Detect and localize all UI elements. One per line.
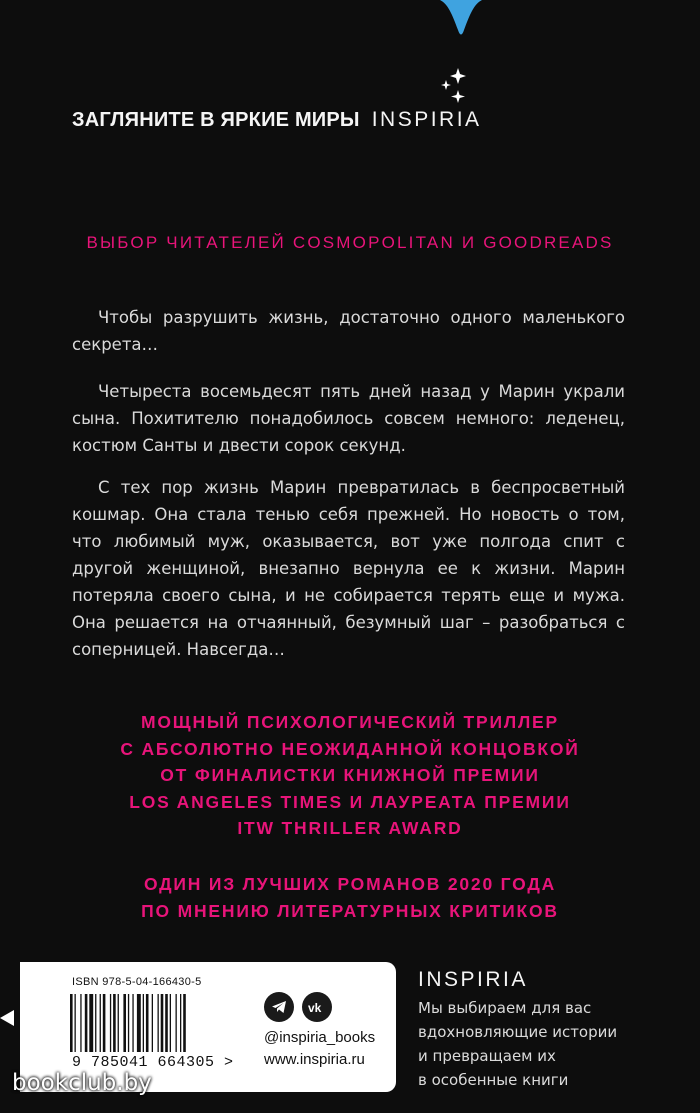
description-paragraph-1 — [72, 304, 625, 358]
header — [72, 108, 632, 138]
blue-notch — [440, 0, 482, 40]
footer-tagline — [418, 996, 658, 1092]
watermark: bookclub.by — [12, 1070, 152, 1096]
promo-line: С АБСОЛЮТНО НЕОЖИДАННОЙ КОНЦОВКОЙ — [120, 738, 580, 759]
footer-brand: INSPIRIA — [418, 968, 528, 991]
paragraph-text: С тех пор жизнь Марин превратилась в беспросветный кошмар. Она стала тенью себя прежней. Но новость о том, что любимый муж, оказывается, вот уже полгода спит с другой женщиной, внезапно вернула ее к жизни. Марин потеряла своего сына, и не собирается терять еще и мужа. Она решается на отчаянный, безумный шаг – разобраться с соперницей. Навсегда… — [72, 478, 625, 659]
telegram-icon[interactable] — [264, 992, 294, 1022]
tagline-line: вдохновляющие истории — [418, 1023, 618, 1041]
website-link[interactable]: www.inspiria.ru — [264, 1051, 365, 1068]
promo-line: ITW THRILLER AWARD — [237, 818, 463, 838]
social-handle[interactable]: @inspiria_books — [264, 1029, 376, 1046]
card-pointer — [0, 1010, 14, 1026]
sparkle-icon — [438, 66, 472, 106]
isbn-label: ISBN 978-5-04-166430-5 — [72, 976, 202, 988]
paragraph-text: Четыреста восемьдесят пять дней назад у Марин украли сына. Похитителю понадобилось совсем немного: леденец, костюм Санты и двести сорок секунд. — [72, 382, 625, 455]
promo-line: ОДИН ИЗ ЛУЧШИХ РОМАНОВ 2020 ГОДА — [143, 874, 557, 894]
paragraph-text: Чтобы разрушить жизнь, достаточно одного маленького секрета… — [72, 308, 625, 354]
isbn-number: 9 785041 664305 > — [72, 1054, 234, 1071]
header-tagline: ЗАГЛЯНИТЕ В ЯРКИЕ МИРЫ — [72, 109, 360, 131]
vk-icon[interactable] — [302, 992, 332, 1022]
description-paragraph-3 — [72, 474, 625, 663]
description-paragraph-2 — [72, 378, 625, 459]
promo-block-1 — [0, 709, 700, 842]
svg-text:vk: vk — [308, 1001, 322, 1013]
tagline-line: в особенные книги — [418, 1071, 569, 1089]
barcode — [70, 994, 240, 1052]
promo-line: МОЩНЫЙ ПСИХОЛОГИЧЕСКИЙ ТРИЛЛЕР — [141, 712, 559, 732]
promo-line: LOS ANGELES TIMES И ЛАУРЕАТА ПРЕМИИ — [129, 791, 571, 812]
tagline-line: Мы выбираем для вас — [418, 999, 592, 1017]
header-brand: INSPIRIA — [371, 108, 482, 131]
promo-block-2 — [0, 871, 700, 924]
promo-line: ОТ ФИНАЛИСТКИ КНИЖНОЙ ПРЕМИИ — [160, 765, 540, 785]
readers-choice-line: ВЫБОР ЧИТАТЕЛЕЙ COSMOPOLITAN И GOODREADS — [86, 233, 614, 252]
tagline-line: и превращаем их — [418, 1047, 556, 1065]
promo-line: ПО МНЕНИЮ ЛИТЕРАТУРНЫХ КРИТИКОВ — [141, 900, 559, 921]
